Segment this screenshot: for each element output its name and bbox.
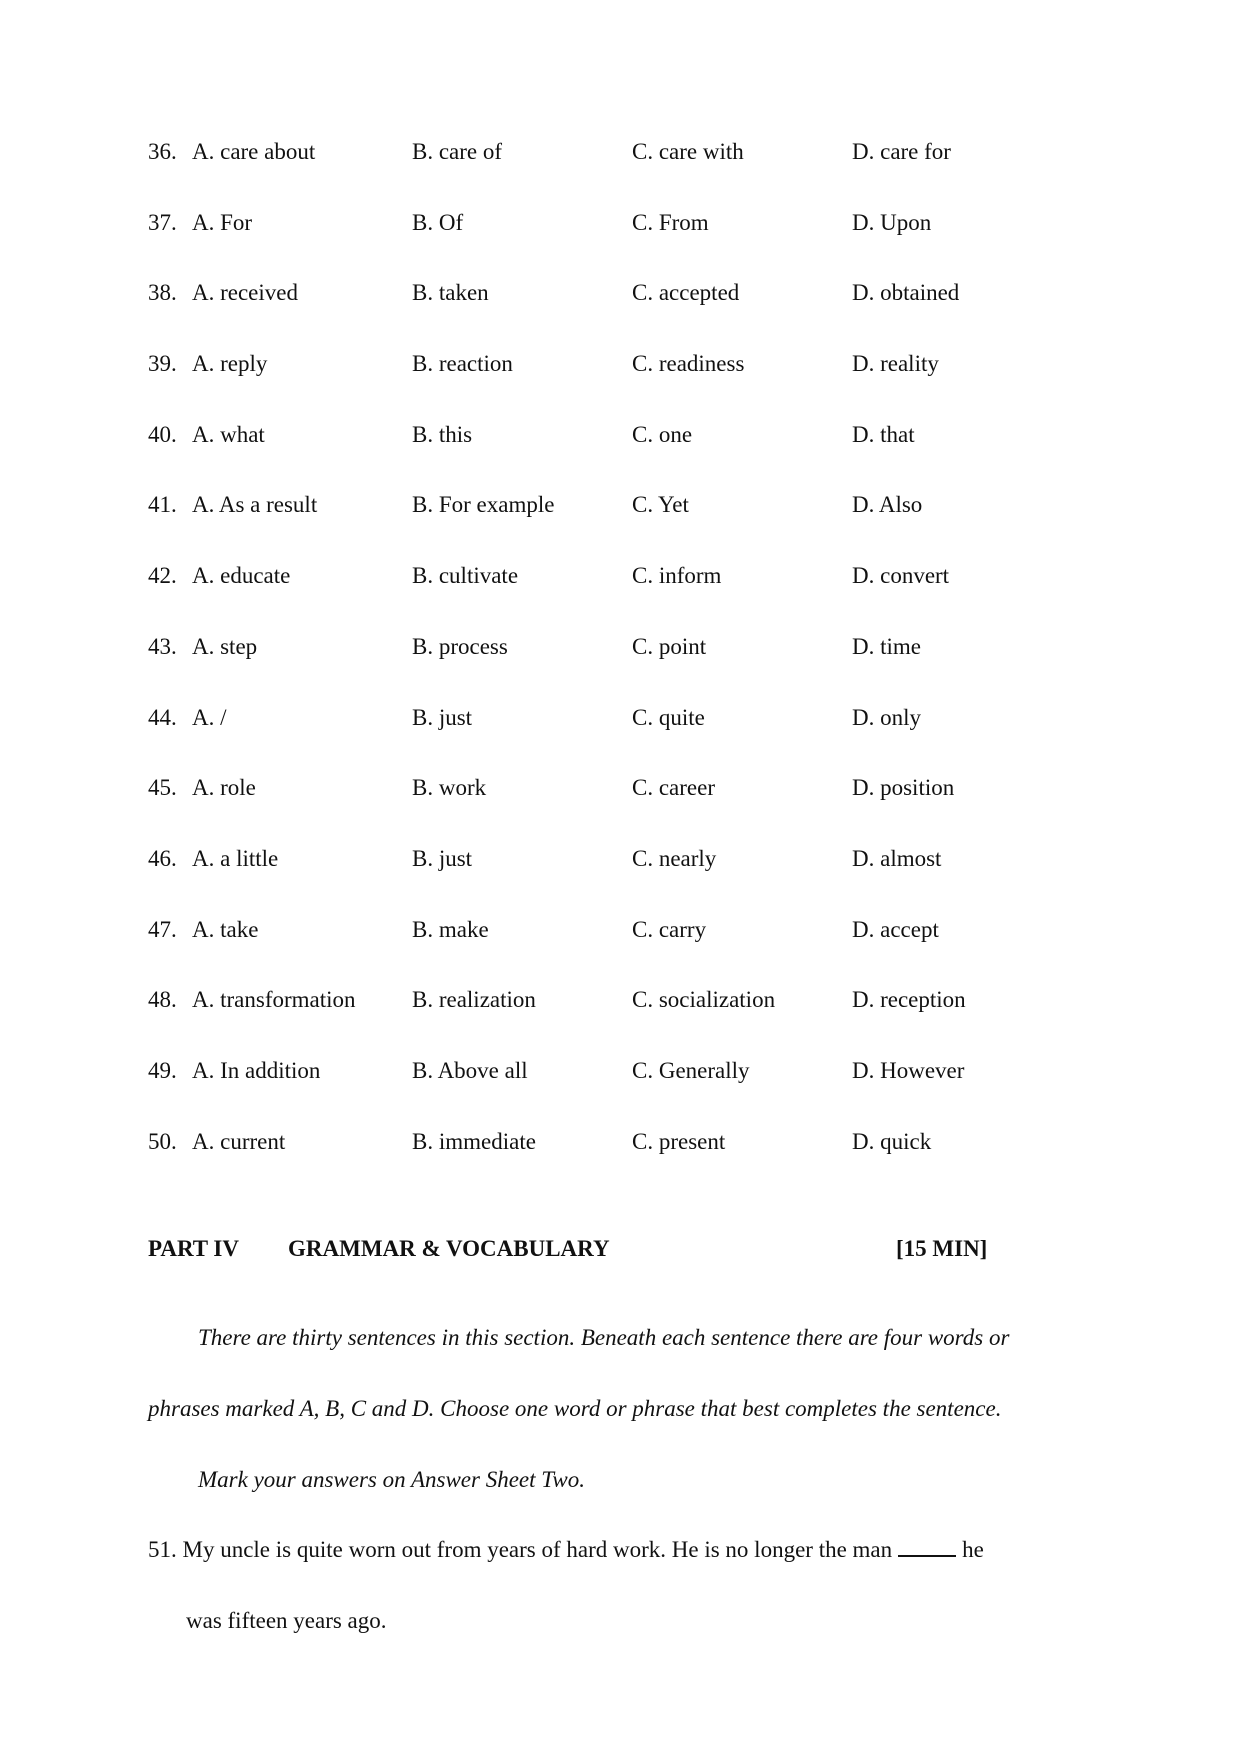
- question-51: [148, 1514, 1098, 1656]
- option-a: A. care about: [192, 139, 316, 164]
- option-c: C. point: [632, 633, 707, 659]
- question-row: [148, 137, 1048, 208]
- instruction-line: Mark your answers on Answer Sheet Two.: [198, 1467, 585, 1492]
- question-number: 47.: [148, 916, 177, 942]
- question-row: [148, 1056, 1048, 1127]
- question-number: 44.: [148, 704, 177, 730]
- question-row: [148, 632, 1048, 703]
- instruction-line: There are thirty sentences in this section. Beneath each sentence there are four words or: [198, 1325, 1010, 1350]
- section-instructions: [148, 1302, 1098, 1515]
- option-b: B. care of: [412, 139, 503, 164]
- option-b: B. make: [412, 916, 489, 942]
- option-d: D. only: [852, 704, 921, 730]
- option-a: A. As a result: [192, 492, 318, 518]
- option-c: C. one: [632, 421, 693, 447]
- option-b: B. cultivate: [412, 563, 519, 589]
- option-d: D. that: [852, 421, 915, 447]
- option-a: A. transformation: [192, 987, 356, 1013]
- option-c: C. Generally: [632, 1057, 750, 1083]
- cloze-options-list: [148, 137, 1048, 1197]
- option-b: B. reaction: [412, 351, 513, 377]
- option-b: B. this: [412, 421, 473, 447]
- option-b: B. just: [412, 704, 473, 730]
- question-51-text-after-blank: he: [962, 1537, 984, 1562]
- question-row: [148, 208, 1048, 279]
- option-a: A. In addition: [192, 1057, 321, 1083]
- option-c: C. nearly: [632, 845, 717, 871]
- question-number: 42.: [148, 563, 177, 589]
- part-title: GRAMMAR & VOCABULARY: [288, 1236, 610, 1261]
- part-time-limit: [15 MIN]: [896, 1236, 988, 1261]
- option-c: C. present: [632, 1128, 726, 1154]
- option-c: C. From: [632, 209, 709, 235]
- question-row: [148, 985, 1048, 1056]
- question-number: 43.: [148, 633, 177, 659]
- question-row: [148, 420, 1048, 491]
- option-a: A. /: [192, 704, 227, 730]
- option-b: B. process: [412, 633, 508, 659]
- option-a: A. take: [192, 916, 259, 942]
- option-b: B. work: [412, 775, 487, 801]
- option-d: D. reception: [852, 987, 966, 1013]
- question-number: 45.: [148, 775, 177, 801]
- option-c: C. accepted: [632, 280, 740, 306]
- question-row: [148, 915, 1048, 986]
- option-d: D. convert: [852, 563, 950, 589]
- option-d: D. reality: [852, 351, 939, 377]
- option-a: A. a little: [192, 845, 279, 871]
- option-c: C. care with: [632, 139, 744, 164]
- option-b: B. For example: [412, 492, 555, 518]
- question-number: 36.: [148, 139, 177, 164]
- question-row: [148, 773, 1048, 844]
- option-c: C. quite: [632, 704, 705, 730]
- option-b: B. taken: [412, 280, 489, 306]
- option-d: D. position: [852, 775, 955, 801]
- question-row: [148, 561, 1048, 632]
- option-a: A. current: [192, 1128, 286, 1154]
- option-a: A. reply: [192, 351, 268, 377]
- option-d: D. Upon: [852, 209, 932, 235]
- question-number: 38.: [148, 280, 177, 306]
- option-b: B. immediate: [412, 1128, 536, 1154]
- option-a: A. educate: [192, 563, 291, 589]
- question-number: 40.: [148, 421, 177, 447]
- question-number: 46.: [148, 845, 177, 871]
- option-d: D. obtained: [852, 280, 960, 306]
- part-label: PART IV: [148, 1236, 239, 1261]
- question-51-line-2: was fifteen years ago.: [186, 1608, 387, 1633]
- option-d: D. almost: [852, 845, 942, 871]
- question-row: [148, 1127, 1048, 1198]
- option-b: B. Above all: [412, 1057, 528, 1083]
- question-51-line-1: [148, 1514, 1098, 1585]
- question-number: 50.: [148, 1128, 177, 1154]
- question-row: [148, 490, 1048, 561]
- question-number: 37.: [148, 209, 177, 235]
- option-b: B. Of: [412, 209, 464, 235]
- option-a: A. role: [192, 775, 256, 801]
- option-c: C. carry: [632, 916, 707, 942]
- option-d: D. accept: [852, 916, 939, 942]
- option-d: D. However: [852, 1057, 965, 1083]
- instruction-line: phrases marked A, B, C and D. Choose one word or phrase that best completes the sentence.: [148, 1396, 1002, 1421]
- question-51-text-before-blank: 51. My uncle is quite worn out from years of hard work. He is no longer the man: [148, 1537, 893, 1562]
- option-c: C. inform: [632, 563, 722, 589]
- option-a: A. received: [192, 280, 298, 306]
- option-d: D. quick: [852, 1128, 932, 1154]
- question-row: [148, 278, 1048, 349]
- option-c: C. career: [632, 775, 715, 801]
- option-d: D. Also: [852, 492, 923, 518]
- option-b: B. just: [412, 845, 473, 871]
- option-d: D. time: [852, 633, 921, 659]
- option-c: C. Yet: [632, 492, 689, 518]
- option-a: A. For: [192, 209, 253, 235]
- option-a: A. what: [192, 421, 265, 447]
- question-number: 41.: [148, 492, 177, 518]
- question-number: 39.: [148, 351, 177, 377]
- question-row: [148, 703, 1048, 774]
- answer-blank: [898, 1537, 956, 1557]
- question-row: [148, 349, 1048, 420]
- option-c: C. readiness: [632, 351, 745, 377]
- option-a: A. step: [192, 633, 258, 659]
- question-row: [148, 844, 1048, 915]
- option-d: D. care for: [852, 139, 951, 164]
- option-c: C. socialization: [632, 987, 776, 1013]
- part-iv-header: [148, 1233, 998, 1265]
- question-number: 48.: [148, 987, 177, 1013]
- question-number: 49.: [148, 1057, 177, 1083]
- option-b: B. realization: [412, 987, 536, 1013]
